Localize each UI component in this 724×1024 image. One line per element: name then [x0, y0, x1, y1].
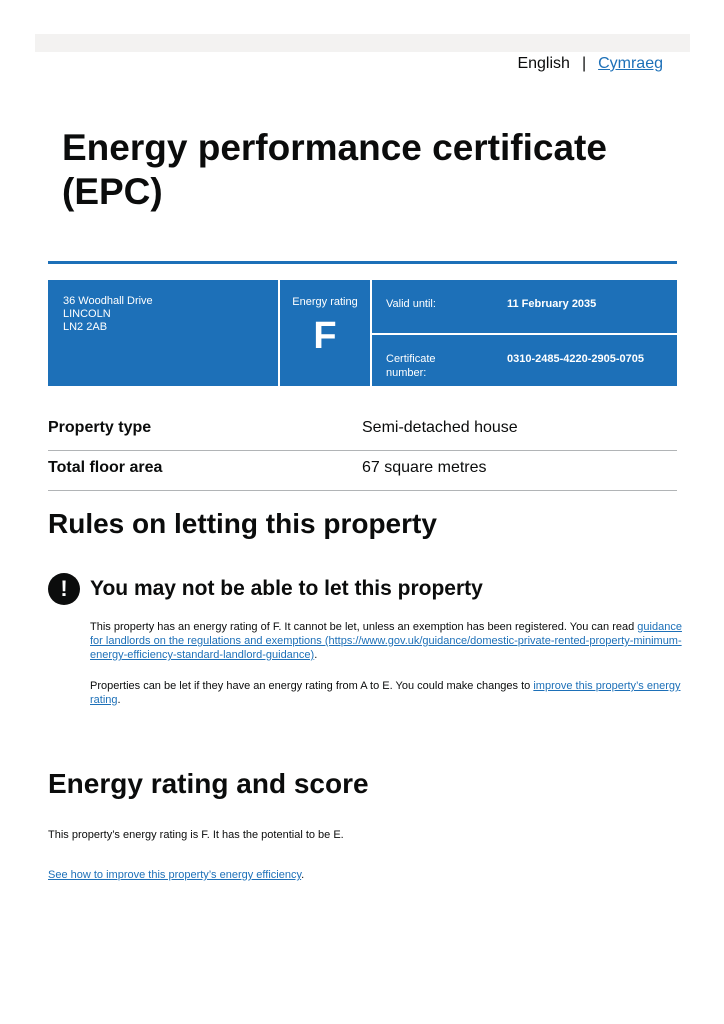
letting-rating-text	[90, 679, 682, 707]
improve-efficiency-paragraph	[48, 868, 304, 882]
floor-area-value: 67 square metres	[362, 459, 487, 476]
property-type-value: Semi-detached house	[362, 419, 518, 436]
valid-until-value: 11 February 2035	[507, 298, 597, 310]
address-line-2: LINCOLN	[63, 308, 111, 320]
energy-rating-label: Energy rating	[292, 296, 358, 308]
link-end: .	[301, 869, 305, 881]
rating-text-end: .	[117, 694, 121, 706]
table-row	[48, 412, 677, 451]
floor-area-label: Total floor area	[48, 459, 163, 476]
page-title: Energy performance certificate (EPC)	[62, 127, 607, 212]
landlord-guidance-link[interactable]: guidance for landlords on the regulations and exemptions (https://www.gov.uk/guidance/domestic-private-rented-property-minimum-energy-efficiency-standard-landlord-guidance)	[90, 621, 682, 661]
rating-text: Properties can be let if they have an energy rating from A to E. You could make changes to	[90, 680, 534, 692]
certificate-number-value: 0310-2485-4220-2905-0705	[507, 353, 645, 365]
address-line-3: LN2 2AB	[63, 321, 108, 333]
language-current: English	[517, 55, 570, 72]
certificate-summary	[48, 280, 677, 386]
energy-rating-heading: Energy rating and score	[48, 768, 369, 799]
warning-title: You may not be able to let this property	[90, 577, 483, 600]
property-type-label: Property type	[48, 419, 152, 436]
energy-rating-value: F	[313, 315, 337, 357]
language-separator: |	[581, 55, 587, 72]
property-address	[63, 295, 153, 334]
guidance-text-end: .	[314, 649, 318, 661]
warning-icon: !	[48, 573, 80, 605]
rules-heading: Rules on letting this property	[48, 508, 437, 539]
energy-rating-text: This property’s energy rating is F. It has the potential to be E.	[48, 829, 344, 841]
language-switcher	[517, 54, 663, 74]
address-line-1: 36 Woodhall Drive	[63, 295, 153, 307]
certificate-number-label: Certificate number:	[386, 353, 436, 379]
language-link-cymraeg[interactable]: Cymraeg	[598, 55, 663, 72]
letting-guidance-text	[90, 620, 682, 662]
table-row	[48, 452, 677, 491]
summary-divider	[372, 333, 677, 335]
top-bar	[35, 34, 690, 52]
improve-efficiency-link[interactable]: See how to improve this property’s energy efficiency	[48, 869, 302, 881]
guidance-text: This property has an energy rating of F. It cannot be let, unless an exemption has been registered. You can read	[90, 621, 638, 633]
valid-until-label: Valid until:	[386, 298, 436, 310]
title-divider	[48, 261, 677, 264]
property-details-table	[48, 412, 677, 491]
improve-rating-link[interactable]: improve this property’s energy rating	[90, 680, 681, 706]
